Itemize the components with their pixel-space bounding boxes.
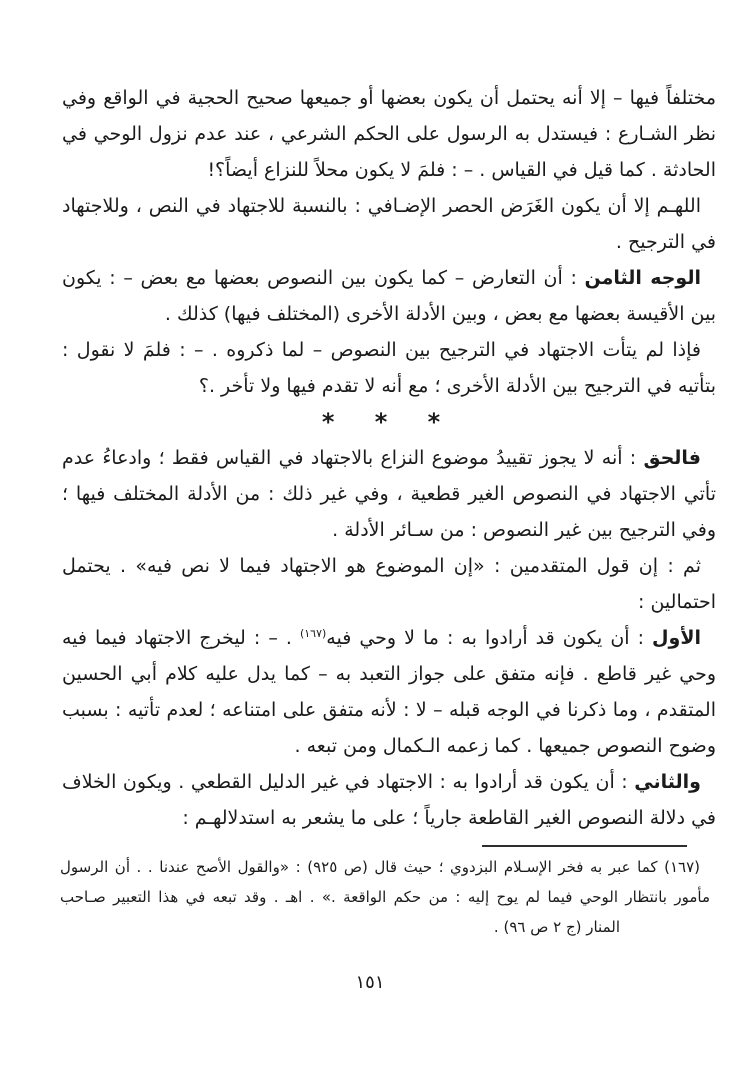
paragraph-lead: الأول	[652, 627, 701, 649]
paragraph	[62, 764, 716, 836]
footnote	[60, 852, 710, 942]
paragraph-text: اللهـم إلا أن يكون الغَرَض الحصر الإضـافي : بالنسبة للاجتهاد في النص ، وللاجتهاد في الترجيح .	[62, 195, 716, 253]
paragraph-lead: الوجه الثامن	[584, 267, 701, 289]
page-body	[62, 80, 716, 836]
paragraph-text: . – : ليخرج الاجتهاد فيما فيه وحي غير قاطع . فإنه متفق على جواز التعبد به – كما يدل عليه كلام أبي الحسين المتقدم ، وما ذكرنا في الوجه قبله – لا : لأنه متفق على امتناعه ؛ لعدم تأتيه : بسبب وضوح النصوص جميعها . كما زعمه الـكمال ومن تبعه .	[62, 627, 716, 757]
paragraph	[62, 260, 716, 332]
paragraph-lead: فالحق	[643, 447, 701, 469]
paragraph	[62, 620, 716, 764]
paragraph	[62, 80, 716, 188]
paragraph-text: : أن يكون قد أرادوا به : الاجتهاد في غير الدليل القطعي . ويكون الخلاف في دلالة النصوص الغير القاطعة جارياً ؛ على ما يشعر به استدلالهـم :	[62, 771, 716, 829]
footnote-divider	[482, 845, 687, 847]
paragraph-text: : أن التعارض – كما يكون بين النصوص بعضها مع بعض – : يكون بين الأقيسة بعضها مع بعض ، وبين الأدلة الأخرى (المختلف فيها) كذلك .	[62, 267, 716, 325]
paragraph	[62, 332, 716, 404]
paragraph	[62, 188, 716, 260]
paragraph	[62, 548, 716, 620]
footnote-line: (١٦٧) كما عبر به فخر الإسـلام البزدوي ؛ حيث قال (ص ٩٢٥) : «والقول الأصح عندنا . . أن الرسول	[60, 858, 700, 876]
paragraph	[62, 440, 716, 548]
footnote-line: مأمور بانتظار الوحي فيما لم يوح إليه : من حكم الواقعة .» . اهـ . وقد تبعه في هذا التعبير صـاحب	[60, 888, 710, 906]
paragraph-text: : أنه لا يجوز تقييدُ موضوع النزاع بالاجتهاد في القياس فقط ؛ وادعاءُ عدم تأتي الاجتهاد في النصوص الغير قطعية ، وفي غير ذلك : من الأدلة المختلف فيها ؛ وفي الترجيح بين غير النصوص : من سـائر الأدلة .	[62, 447, 716, 541]
paragraph-text: مختلفاً فيها – إلا أنه يحتمل أن يكون بعضها أو جميعها صحيح الحجية في الواقع وفي نظر الشـارع : فيستدل به الرسول على الحكم الشرعي ، عند عدم نزول الوحي في الحادثة . كما قيل في القياس . – : فلمَ لا يكون محلاً للنزاع أيضاً؟!	[62, 87, 716, 181]
page-number: ١٥١	[355, 972, 385, 993]
paragraph-lead: والثاني	[634, 771, 701, 793]
footnote-ref: (١٦٧)	[299, 627, 327, 640]
footnote-line: المنار (ج ٢ ص ٩٦) .	[493, 918, 620, 936]
paragraph-text: : أن يكون قد أرادوا به : ما لا وحي فيه	[326, 627, 653, 649]
paragraph-text: فإذا لم يتأت الاجتهاد في الترجيح بين النصوص – لما ذكروه . – : فلمَ لا نقول : بتأتيه في الترجيح بين الأدلة الأخرى ؛ مع أنه لا تقدم فيها ولا تأخر .؟	[62, 339, 716, 397]
section-separator: * * *	[321, 408, 457, 436]
paragraph-text: ثم : إن قول المتقدمين : «إن الموضوع هو الاجتهاد فيما لا نص فيه» . يحتمل احتمالين :	[62, 555, 716, 613]
